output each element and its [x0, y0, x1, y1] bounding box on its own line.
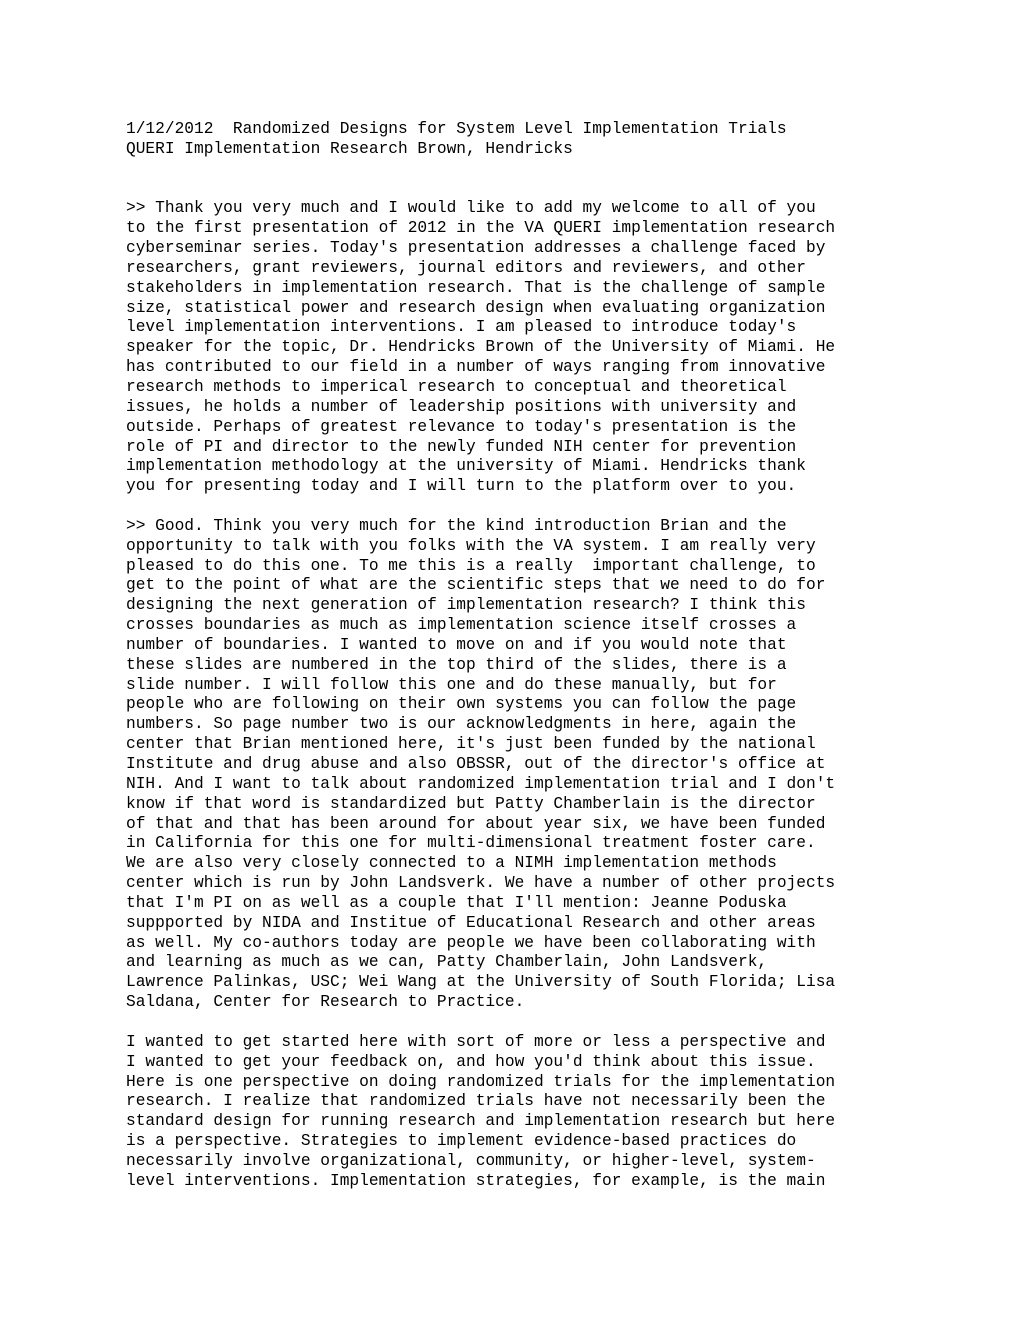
header-line: QUERI Implementation Research Brown, Hendricks — [126, 139, 573, 158]
text-line: >> Good. Think you very much for the kind introduction Brian and the — [126, 516, 787, 535]
text-line: as well. My co-authors today are people we have been collaborating with — [126, 933, 816, 952]
text-line: I wanted to get your feedback on, and how you'd think about this issue. — [126, 1052, 816, 1071]
text-line: Saldana, Center for Research to Practice. — [126, 993, 525, 1012]
text-line: designing the next generation of implementation research? I think this — [126, 596, 806, 615]
text-line: suppported by NIDA and Institue of Educational Research and other areas — [126, 913, 816, 932]
paragraph-perspective — [126, 1033, 916, 1192]
text-line: Institute and drug abuse and also OBSSR, out of the director's office at — [126, 755, 826, 773]
text-line: and learning as much as we can, Patty Chamberlain, John Landsverk, — [126, 953, 768, 972]
text-line: issues, he holds a number of leadership positions with university and — [126, 397, 797, 416]
text-line: get to the point of what are the scientific steps that we need to do for — [126, 576, 826, 595]
text-line: you for presenting today and I will turn to the platform over to you. — [126, 477, 797, 496]
text-line: in California for this one for multi-dimensional treatment foster care. — [126, 834, 816, 853]
text-line: researchers, grant reviewers, journal editors and reviewers, and other — [126, 258, 806, 277]
text-line: implementation methodology at the university of Miami. Hendricks thank — [126, 457, 806, 476]
paragraph-introduction — [126, 199, 916, 497]
text-line: center that Brian mentioned here, it's just been funded by the national — [126, 735, 816, 754]
text-line: opportunity to talk with you folks with the VA system. I am really very — [126, 536, 816, 555]
text-line: to the first presentation of 2012 in the VA QUERI implementation research — [126, 219, 836, 238]
paragraph-speaker-response — [126, 517, 916, 1013]
text-line: of that and that has been around for about year six, we have been funded — [126, 814, 826, 833]
text-line: level interventions. Implementation strategies, for example, is the main — [126, 1171, 826, 1190]
text-line: speaker for the topic, Dr. Hendricks Brown of the University of Miami. He — [126, 338, 836, 357]
text-line: know if that word is standardized but Patty Chamberlain is the director — [126, 794, 816, 813]
text-line: level implementation interventions. I am pleased to introduce today's — [126, 318, 797, 337]
text-line: necessarily involve organizational, community, or higher-level, system- — [126, 1151, 816, 1170]
text-line: slide number. I will follow this one and do these manually, but for — [126, 675, 777, 694]
text-line: research. I realize that randomized trials have not necessarily been the — [126, 1092, 826, 1111]
text-line: standard design for running research and implementation research but here — [126, 1112, 836, 1131]
text-line: crosses boundaries as much as implementation science itself crosses a — [126, 616, 797, 635]
text-line: center which is run by John Landsverk. We have a number of other projects — [126, 874, 836, 893]
text-line: NIH. And I want to talk about randomized implementation trial and I don't — [126, 774, 836, 793]
header-line: 1/12/2012 Randomized Designs for System Level Implementation Trials — [126, 120, 787, 138]
text-line: pleased to do this one. To me this is a really important challenge, to — [126, 556, 816, 575]
text-line: number of boundaries. I wanted to move on and if you would note that — [126, 635, 787, 654]
text-line: people who are following on their own systems you can follow the page — [126, 695, 797, 714]
text-line: stakeholders in implementation research. That is the challenge of sample — [126, 278, 826, 297]
text-line: cyberseminar series. Today's presentation addresses a challenge faced by — [126, 239, 826, 258]
document-body — [126, 120, 916, 1211]
text-line: We are also very closely connected to a NIMH implementation methods — [126, 854, 777, 873]
text-line: these slides are numbered in the top third of the slides, there is a — [126, 655, 787, 674]
text-line: has contributed to our field in a number of ways ranging from innovative — [126, 358, 826, 377]
text-line: Lawrence Palinkas, USC; Wei Wang at the University of South Florida; Lisa — [126, 973, 836, 992]
document-header — [126, 120, 916, 160]
text-line: size, statistical power and research design when evaluating organization — [126, 298, 826, 317]
text-line: outside. Perhaps of greatest relevance to today's presentation is the — [126, 417, 797, 436]
text-line: role of PI and director to the newly funded NIH center for prevention — [126, 437, 797, 456]
text-line: I wanted to get started here with sort of more or less a perspective and — [126, 1032, 826, 1051]
text-line: research methods to imperical research to conceptual and theoretical — [126, 377, 787, 396]
text-line: >> Thank you very much and I would like to add my welcome to all of you — [126, 199, 816, 218]
text-line: that I'm PI on as well as a couple that I'll mention: Jeanne Poduska — [126, 893, 787, 912]
text-line: numbers. So page number two is our acknowledgments in here, again the — [126, 715, 797, 734]
text-line: is a perspective. Strategies to implement evidence-based practices do — [126, 1132, 797, 1151]
text-line: Here is one perspective on doing randomized trials for the implementation — [126, 1072, 836, 1091]
